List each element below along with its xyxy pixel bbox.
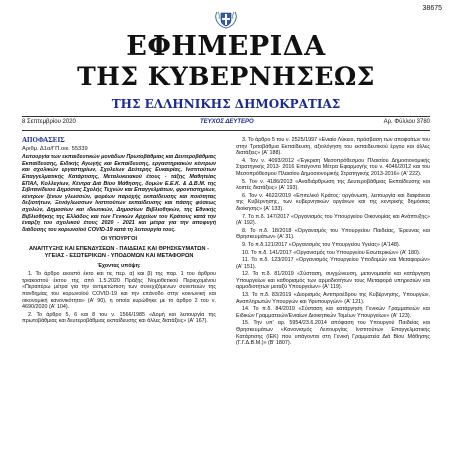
paragraph: 7. Το π.δ. 147/2017 «Οργανισμός του Υπουργείου Οικονομίας και Ανάπτυξης» (Α' 192).: [236, 213, 430, 227]
paragraph: 5. Τον ν. 4186/2013 «Αναδιάρθρωση της Δευτεροβάθμιας Εκπαίδευσης και λοιπές διατάξεις» (Α' 193).: [236, 178, 430, 192]
paragraph: 3. Το άρθρο 5 του ν. 2525/1997 «Ενιαίο Λύκειο, πρόσβαση των αποφοίτων του στην Τριτοβάθμια Εκπαίδευση, αξιολόγηση του εκπαιδευτικού έργου και άλλες διατάξεις» (Α' 188).: [236, 137, 430, 157]
paragraph: 2. Το άρθρο 5, 6 και 8 του ν. 1566/1985 «Δομή και λειτουργία της πρωτοβάθμιας και δευτεροβάθμιας εκπαίδευσης και άλλες διατάξεις» (Α' 167).: [22, 311, 216, 325]
paragraph: 4. Τον ν. 4093/2012 «Έγκριση Μεσοπρόθεσμου Πλαισίου Δημοσιονομικής Στρατηγικής 2013- 2016 Επείγοντα Μέτρα Εφαρμογής του ν. 4046/2012 και του Μεσοπρόθεσμου Πλαισίου Δημοσιονομικής Στρατηγικής 2013-2016» (Α' 222).: [236, 157, 430, 177]
gazette-subtitle: ΤΗΣ ΕΛΛΗΝΙΚΗΣ ΔΗΜΟΚΡΑΤΙΑΣ: [111, 97, 341, 111]
paragraph: 9. Το π.δ.121/2017 «Οργανισμός του Υπουργείου Υγείας» (Α'148).: [242, 241, 401, 248]
sheet-number: Αρ. Φύλλου 3780: [383, 119, 430, 125]
section-heading: ΑΠΟΦΑΣΕΙΣ: [22, 136, 65, 144]
authority-body: ΑΝΑΠΤΥΞΗΣ ΚΑΙ ΕΠΕΝΔΥΣΕΩΝ - ΠΑΙΔΕΙΑΣ ΚΑΙ ΘΡΗΣΚΕΥΜΑΤΩΝ - ΥΓΕΙΑΣ - ΕΣΩΤΕΡΙΚΩΝ - ΥΠΟΔΟΜΩΝ ΚΑΙ ΜΕΤΑΦΟΡΩΝ: [29, 246, 209, 259]
paragraph: 10. Το π.δ. 141/2017 «Οργανισμός του Υπουργείου Εσωτερικών» (Α' 180).: [242, 249, 421, 256]
paragraph: 13. Το π.δ. 83/2019 «Διορισμός Αντιπροέδρου της Κυβέρνησης, Υπουργών, Αναπληρωτών Υπουργών και Υφυπουργών» (Α' 121).: [236, 292, 430, 305]
paragraph: 6. Τον ν. 4622/2019 «Επιτελικό Κράτος: οργάνωση, λειτουργία και διαφάνεια της Κυβέρνησης, των κυβερνητικών οργάνων και της κεντρικής δημόσιας διοίκησης» (Α' 133).: [236, 192, 430, 212]
issue-info-bar: [22, 118, 430, 129]
gazette-title-line1: ΕΦΗΜΕΡΙΔΑ: [126, 31, 326, 62]
paragraph: 15. Την υπ' αρ. 5954/23.6.2014 απόφαση του Υπουργού Παιδείας και Θρησκευμάτων «Κανονισμός Λειτουργίας Ινστιτούτων Επαγγελματικής Κατάρτισης (ΙΕΚ) που υπάγονται στη Γενική Γραμματεία Διά Βίου Μάθησης (Γ.Γ.Δ.Β.Μ.)» (Β' 1807).: [236, 320, 430, 347]
paragraph: 14. Το π.δ. 84/2019 «Σύσταση και κατάργηση Γενικών Γραμματειών και Ειδικών Γραμματειών/Ενιαίων Διοικητικών Τομέων Υπουργείων» (Α' 123).: [236, 306, 430, 319]
issue-date: 8 Σεπτεμβρίου 2020: [22, 119, 76, 125]
gazette-title-line2: ΤΗΣ ΚΥΒΕΡΝΗΣΕΩΣ: [77, 62, 375, 91]
top-rule: [22, 116, 430, 117]
decision-summary: Λειτουργία των εκπαιδευτικών μονάδων Πρωτοβάθμιας και Δευτεροβάθμιας Εκπαίδευσης, Ειδικής Αγωγής και Εκπαίδευσης, εργαστηριακών κέντρων και σχολικών εργαστηρίων, Σχολείων Δεύτερης Ευκαιρίας, Ινστιτούτων Επαγγελματικής Κατάρτισης, Μεταλυκειακού έτους - τάξης Μαθητείας ΕΠΑΛ, Κολλεγίων, Κέντρα Διά Βίου Μάθησης, δομών Ε.Ε.Κ. & Δ.Β.Μ. της Σιβιτανίδειου Δημόσιας Σχολής Τεχνών και Επαγγελμάτων, φροντιστηρίων, κέντρων ξένων γλωσσών, φορέων παροχής εκπαίδευσης και ποιότητας δεξιοτήτων, Ξενόγλωσσων Ινστιτούτων εκπαίδευσης και πάσης φύσεως σχολών, Δημοσίων και ιδιωτικών, Δημοσίων Βιβλιοθηκών, της Εθνικής Βιβλιοθήκης της Ελλάδος και των Γενικών Αρχείων του Κράτους κατά την έναρξη του σχολικού έτους 2020 - 2021 και μέτρα για την αποφυγή διάδοσης του κορωνοϊού COVID-19 κατά τη λειτουργία τους.: [22, 154, 216, 233]
decision-reference: Αριθμ. Δ1α/ΓΠ.οικ. 55339: [22, 145, 88, 152]
paragraph: 8. Το π.δ. 18/2018 «Οργανισμός του Υπουργείου Παιδείας, Έρευνας και Θρησκευμάτων» (Α' 31).: [236, 227, 430, 241]
greek-coat-of-arms-icon: [214, 9, 238, 29]
having-regard-line: Έχοντας υπόψη:: [97, 262, 141, 269]
authority-title: ΟΙ ΥΠΟΥΡΓΟΙ: [100, 236, 138, 243]
left-column: [22, 137, 216, 326]
paragraph: 1. Το άρθρο εικοστό έκτο και τις περ. α) και β) της παρ. 1 του άρθρου τριακοστού έκτου της από 1.5.2020 Πράξης Νομοθετικού Περιεχομένου «Περαιτέρω μέτρα για την αντιμετώπιση των συνεχιζόμενων συνεπειών της πανδημίας του κορωνοϊού COVID-19 και την επάνοδο στην κοινωνική και οικονομική κανονικότητα» (Α' 90), η οποία κυρώθηκε με το άρθρο 2 του ν. 4690/2020 (Α' 104).: [22, 271, 216, 311]
issue-series: ΤΕΥΧΟΣ ΔΕΥΤΕΡΟ: [200, 119, 254, 125]
page-number: 38675: [422, 5, 442, 12]
paragraph: 11. Το π.δ. 123/2017 «Οργανισμός Υπουργείου Υποδομών και Μεταφορών» (Α' 151).: [236, 257, 430, 270]
bottom-rule: [22, 130, 430, 131]
right-column: [236, 137, 430, 348]
paragraph: 12. Το π.δ. 81/2019 «Σύσταση, συγχώνευση, μετονομασία και κατάργηση Υπουργείων και καθορισμός των αρμοδιοτήτων τους Μεταφορά υπηρεσιών και αρμοδιοτήτων μεταξύ Υπουργείων» (Α' 119).: [236, 271, 430, 291]
